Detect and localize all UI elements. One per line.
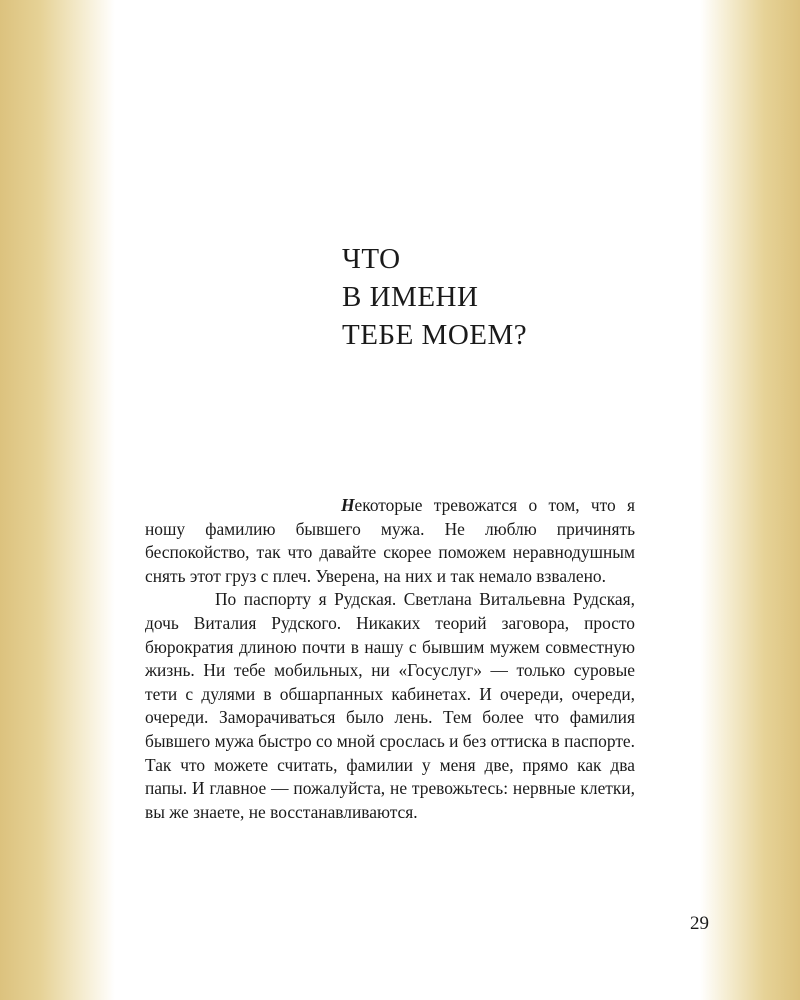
chapter-title-line-3: ТЕБЕ МОЕМ?	[342, 319, 528, 351]
paragraph-1	[145, 494, 635, 588]
page-edge-left	[0, 0, 115, 1000]
chapter-title	[342, 240, 527, 354]
page-number: 29	[690, 913, 709, 934]
paragraph-2: По паспорту я Рудская. Светлана Витальевна Рудская, дочь Виталия Рудского. Никаких теорий заговора, просто бюрократия длиною почти в нашу с бывшим мужем совместную жизнь. Ни тебе мобильных, ни «Госуслуг» — только суровые тети с дулями в обшарпанных кабинетах. И очереди, очереди, очереди. Заморачиваться было лень. Тем более что фамилия бывшего мужа быстро со мной срослась и без оттиска в паспорте. Так что можете считать, фамилии у меня две, прямо как два папы. И главное — пожалуйста, не тревожьтесь: нервные клетки, вы же знаете, не восстанавливаются.	[145, 589, 635, 822]
body-text	[145, 494, 635, 824]
chapter-title-line-1: ЧТО	[342, 243, 401, 275]
page-edge-right	[700, 0, 800, 1000]
chapter-title-line-2: В ИМЕНИ	[342, 281, 479, 313]
paragraph-1-text: екоторые тревожатся о том, что я ношу фамилию бывшего мужа. Не люблю причинять беспокойство, так что давайте скорее поможем неравнодушным снять этот груз с плеч. Уверена, на них и так немало взвалено.	[145, 495, 635, 586]
initial-letter: Н	[341, 495, 355, 515]
